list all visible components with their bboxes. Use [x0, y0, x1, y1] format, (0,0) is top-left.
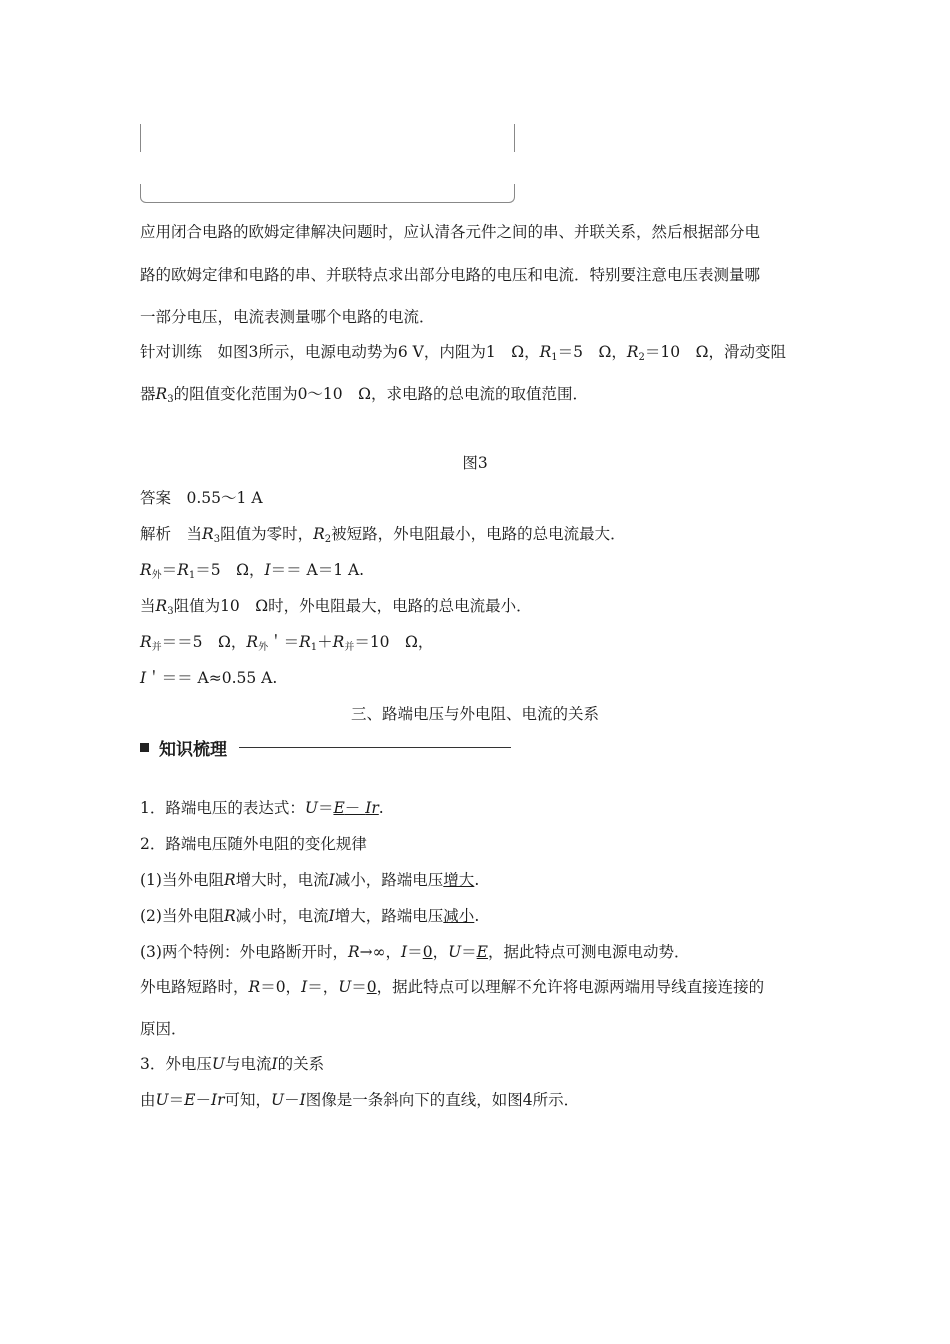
exercise-line1: 针对训练 如图3所示，电源电动势为6 V，内阻为1 Ω，$R_1=5$ Ω，$R_2=10$ Ω，滑动变阻	[140, 343, 786, 363]
analysis-line3: 当$R_3$阻值为10 Ω时，外电阻最大，电路的总电流最小．	[140, 597, 532, 617]
square-bullet-icon	[140, 743, 149, 752]
point-2: 2．路端电压随外电阻的变化规律	[140, 835, 367, 853]
point-short-circuit: 外电路短路时，R＝0，I＝，U＝0，据此特点可以理解不允许将电源两端用导线直接连接的	[140, 978, 765, 996]
answer-label: 答案	[140, 489, 172, 507]
analysis-line5: I＇＝＝ A≈0.55 A.	[140, 669, 278, 687]
figure-caption: 图3	[462, 454, 488, 472]
section-title: 三、路端电压与外电阻、电流的关系	[350, 705, 599, 723]
point-2-2: (2)当外电阻R减小时，电流I增大，路端电压减小.	[140, 907, 480, 925]
exercise-line2: 器$R_3$的阻值变化范围为0～10 Ω，求电路的总电流的取值范围．	[140, 385, 589, 405]
point-2-1: (1)当外电阻R增大时，电流I减小，路端电压增大.	[140, 871, 480, 889]
para1-line2: 路的欧姆定律和电路的串、并联特点求出部分电路的电压和电流．特别要注意电压表测量哪	[140, 266, 761, 284]
point-2-3: (3)两个特例：外电路断开时，R→∞，I＝0，U＝E，据此特点可测电源电动势．	[140, 943, 690, 961]
box-bottom-border	[140, 184, 515, 203]
exercise-label: 针对训练	[140, 343, 203, 361]
para1-line1: 应用闭合电路的欧姆定律解决问题时，应认清各元件之间的串、并联关系，然后根据部分电	[140, 223, 761, 241]
analysis-line4: $R_并==5$ Ω，$R_外$＇$=R_1+R_并=10$ Ω，	[140, 633, 434, 653]
answer-value: 0.55～1 A	[171, 489, 263, 507]
point-3-desc: 由U＝E－Ir可知，U－I图像是一条斜向下的直线，如图4所示．	[140, 1091, 580, 1109]
knowledge-heading	[140, 735, 511, 760]
point-1: 1．路端电压的表达式：U＝E－ Ir.	[140, 799, 384, 817]
answer	[140, 488, 263, 508]
analysis-label: 解析	[140, 525, 172, 543]
heading-text: 知识梳理	[159, 740, 227, 760]
point-short-circuit-cont: 原因．	[140, 1020, 187, 1038]
para1-line3: 一部分电压，电流表测量哪个电路的电流．	[140, 308, 435, 326]
box-top-left-border	[140, 124, 141, 152]
heading-rule	[239, 747, 511, 748]
analysis-line1: 解析 当$R_3$阻值为零时，$R_2$被短路，外电阻最小，电路的总电流最大．	[140, 525, 626, 545]
analysis-line2: $R_外=R_1=5$ Ω，I＝＝ A＝1 A.	[140, 561, 365, 581]
point-3: 3．外电压U与电流I的关系	[140, 1055, 325, 1073]
box-top-right-border	[514, 124, 515, 152]
